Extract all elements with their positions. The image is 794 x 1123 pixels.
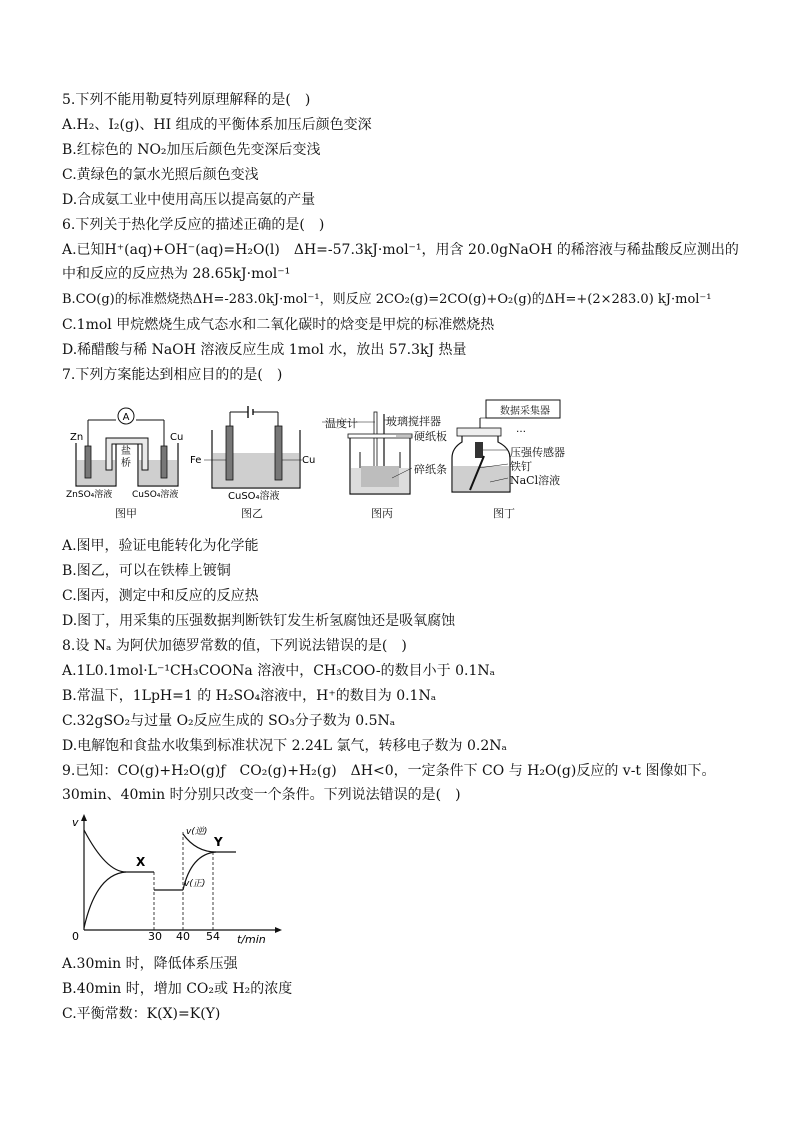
q7-option-a: A.图甲，验证电能转化为化学能 xyxy=(62,538,259,554)
znso4-label: ZnSO₄溶液 xyxy=(66,490,113,498)
q6-option-c: C.1mol 甲烷燃烧生成气态水和二氧化碳时的焓变是甲烷的标准燃烧热 xyxy=(62,317,495,333)
origin-label: 0 xyxy=(72,930,79,943)
v-axis-label: v xyxy=(72,816,79,829)
paper-label: 碎纸条 xyxy=(414,463,447,476)
figure-yi xyxy=(190,398,320,503)
fe-label: Fe xyxy=(190,455,202,466)
tick-30: 30 xyxy=(148,930,162,943)
q5-option-b: B.红棕色的 NO₂加压后颜色先变深后变浅 xyxy=(62,142,321,158)
q5-option-d: D.合成氨工业中使用高压以提高氨的产量 xyxy=(62,192,316,208)
x-axis-arrow xyxy=(275,927,282,933)
thermometer-label: 温度计 xyxy=(325,417,358,430)
stirrer-label: 玻璃搅拌器 xyxy=(386,415,441,428)
cu-electrode-label: Cu xyxy=(302,455,316,466)
q6-option-a: A.已知H⁺(aq)+OH⁻(aq)=H₂O(l) ΔH=-57.3kJ·mol⁻¹，用含 20.0gNaOH 的稀溶液与稀盐酸反应测出的中和反应的反应热为 28.65kJ·mol⁻¹ xyxy=(62,242,739,282)
q7-option-c: C.图丙，测定中和反应的反应热 xyxy=(62,588,259,604)
point-y-label: Y xyxy=(214,835,223,849)
q9-stem: 9.已知：CO(g)+H₂O(g)ƒ CO₂(g)+H₂(g) ΔH<0，一定条件下 CO 与 H₂O(g)反应的 v-t 图像如下。30min、40min 时分别只改变一个条件。下列说法错误的是( ) xyxy=(62,763,716,803)
tick-54: 54 xyxy=(206,930,220,943)
q8-option-b: B.常温下，1LpH=1 的 H₂SO₄溶液中，H⁺的数目为 0.1Nₐ xyxy=(62,688,437,704)
ellipsis: … xyxy=(516,424,526,435)
q8-option-a: A.1L0.1mol·L⁻¹CH₃COONa 溶液中，CH₃COO-的数目小于 0.1Nₐ xyxy=(62,663,496,679)
salt-bridge-label-2: 桥 xyxy=(121,458,131,469)
y-axis-arrow xyxy=(81,814,87,821)
caption-bing: 图丙 xyxy=(371,507,393,520)
q7-option-d: D.图丁，用采集的压强数据判断铁钉发生析氢腐蚀还是吸氧腐蚀 xyxy=(62,613,456,629)
q9-option-c: C.平衡常数：K(X)=K(Y) xyxy=(62,1006,221,1022)
q9-option-b: B.40min 时，增加 CO₂或 H₂的浓度 xyxy=(62,981,293,997)
q8-option-d: D.电解饱和食盐水收集到标准状况下 2.24L 氯气，转移电子数为 0.2Nₐ xyxy=(62,738,507,754)
collector-label: 数据采集器 xyxy=(500,406,550,417)
q9-option-a: A.30min 时，降低体系压强 xyxy=(62,956,238,972)
q6-option-b: B.CO(g)的标准燃烧热ΔH=-283.0kJ·mol⁻¹，则反应 2CO₂(g)=2CO(g)+O₂(g)的ΔH=+(2×283.0) kJ·mol⁻¹ xyxy=(62,292,712,307)
q6-option-d: D.稀醋酸与稀 NaOH 溶液反应生成 1mol 水，放出 57.3kJ 热量 xyxy=(62,342,467,358)
v-reverse-label: v(逆) xyxy=(186,827,208,837)
q5-option-a: A.H₂、I₂(g)、HI 组成的平衡体系加压后颜色变深 xyxy=(62,117,372,133)
v-forward-label: v(正) xyxy=(184,879,206,889)
salt-bridge-label-1: 盐 xyxy=(121,446,131,457)
cu-label: Cu xyxy=(170,432,184,443)
t-axis-label: t/min xyxy=(237,933,266,946)
caption-yi: 图乙 xyxy=(241,507,263,520)
q5-option-c: C.黄绿色的氯水光照后颜色变浅 xyxy=(62,167,259,183)
cardboard-label: 硬纸板 xyxy=(414,430,447,443)
cuso4-label: CuSO₄溶液 xyxy=(132,490,179,498)
zn-label: Zn xyxy=(70,432,84,443)
q7-stem: 7.下列方案能达到相应目的的是( ) xyxy=(62,367,283,383)
tick-40: 40 xyxy=(176,930,190,943)
ammeter-label: A xyxy=(122,412,130,423)
q6-stem: 6.下列关于热化学反应的描述正确的是( ) xyxy=(62,217,325,233)
figure-jia xyxy=(66,398,196,498)
nail-label: 铁钉 xyxy=(510,460,532,473)
q8-option-c: C.32gSO₂与过量 O₂反应生成的 SO₃分子数为 0.5Nₐ xyxy=(62,713,396,729)
pressure-sensor-label: 压强传感器 xyxy=(510,446,565,459)
q8-stem: 8.设 Nₐ 为阿伏加德罗常数的值，下列说法错误的是( ) xyxy=(62,638,407,654)
caption-ding: 图丁 xyxy=(493,507,515,520)
v-reverse-curve-1 xyxy=(84,872,126,928)
cuso4-solution-label: CuSO₄溶液 xyxy=(228,491,280,502)
caption-jia: 图甲 xyxy=(115,507,137,520)
q7-option-b: B.图乙，可以在铁棒上镀铜 xyxy=(62,563,231,579)
nacl-label: NaCl溶液 xyxy=(510,474,561,487)
q5-stem: 5.下列不能用勒夏特列原理解释的是( ) xyxy=(62,92,311,108)
point-x-label: X xyxy=(136,855,146,869)
vt-graph xyxy=(66,812,286,946)
